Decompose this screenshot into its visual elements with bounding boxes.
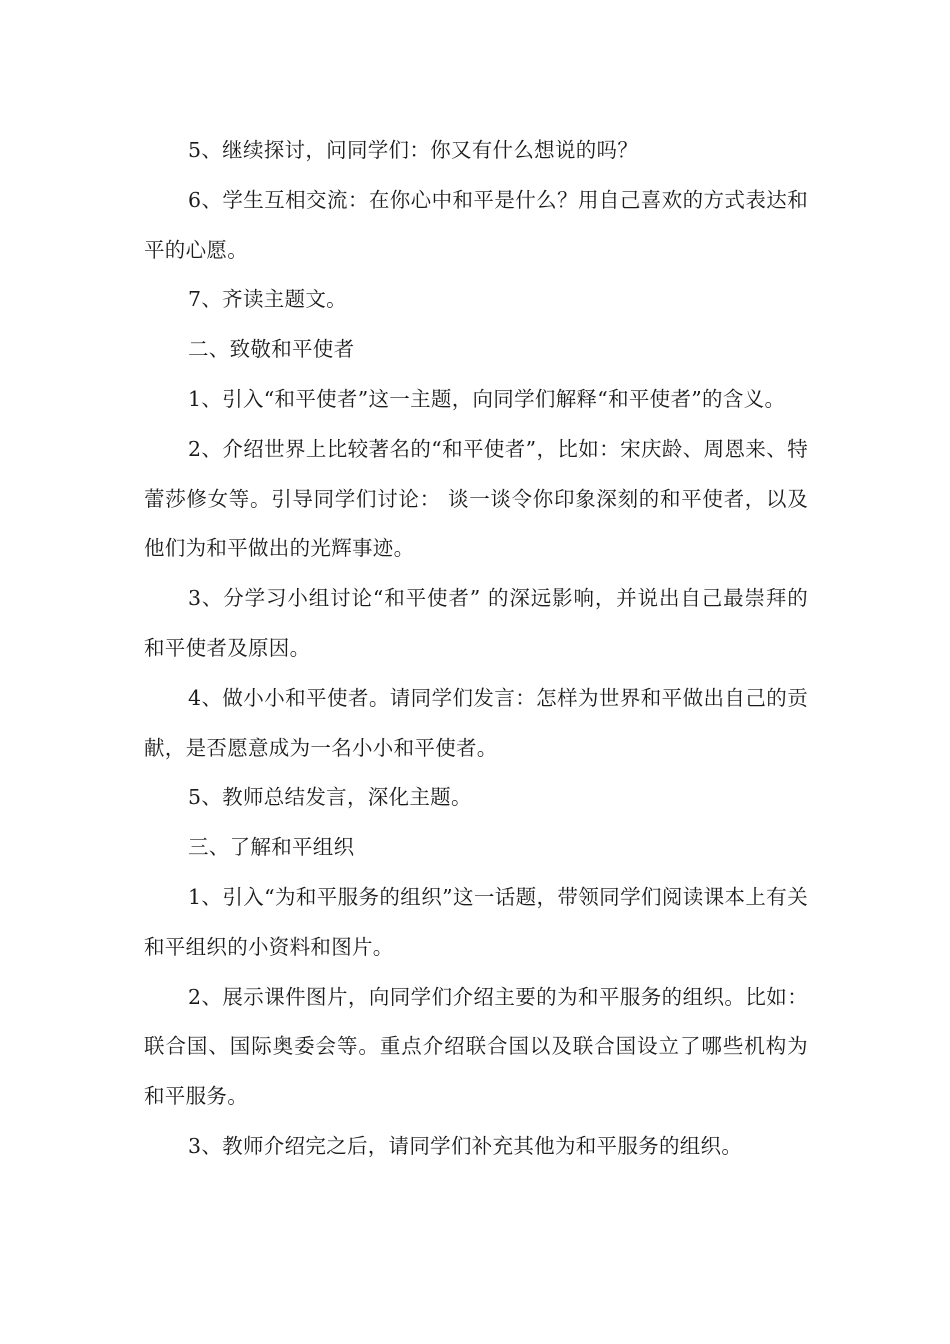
paragraph-item: 1、引入“为和平服务的组织”这一话题，带领同学们阅读课本上有关和平组织的小资料和图片。 — [144, 884, 808, 959]
paragraph-item: 3、分学习小组讨论“和平使者” 的深远影响，并说出自己最崇拜的和平使者及原因。 — [144, 586, 808, 660]
paragraph-item: 6、学生互相交流：在你心中和平是什么？用自己喜欢的方式表达和平的心愿。 — [144, 187, 808, 262]
paragraph-item: 1、引入“和平使者”这一主题，向同学们解释“和平使者”的含义。 — [188, 386, 786, 411]
paragraph-item: 5、教师总结发言，深化主题。 — [188, 785, 472, 810]
section-heading: 二、致敬和平使者 — [188, 337, 355, 362]
paragraph-item: 4、做小小和平使者。请同学们发言：怎样为世界和平做出自己的贡献，是否愿意成为一名小小和平使者。 — [144, 685, 808, 760]
paragraph-item: 2、介绍世界上比较著名的“和平使者”，比如：宋庆龄、周恩来、特蕾莎修女等。引导同学们讨论： 谈一谈令你印象深刻的和平使者，以及他们为和平做出的光辉事迹。 — [144, 436, 808, 561]
paragraph-item: 7、齐读主题文。 — [188, 287, 347, 312]
document-body — [144, 126, 808, 1172]
paragraph-item: 2、展示课件图片，向同学们介绍主要的为和平服务的组织。比如：联合国、国际奥委会等。重点介绍联合国以及联合国设立了哪些机构为和平服务。 — [144, 984, 808, 1109]
section-heading: 三、了解和平组织 — [188, 835, 355, 860]
paragraph-item: 3、教师介绍完之后，请同学们补充其他为和平服务的组织。 — [188, 1133, 743, 1158]
paragraph-item: 5、继续探讨，问同学们：你又有什么想说的吗？ — [188, 138, 639, 162]
